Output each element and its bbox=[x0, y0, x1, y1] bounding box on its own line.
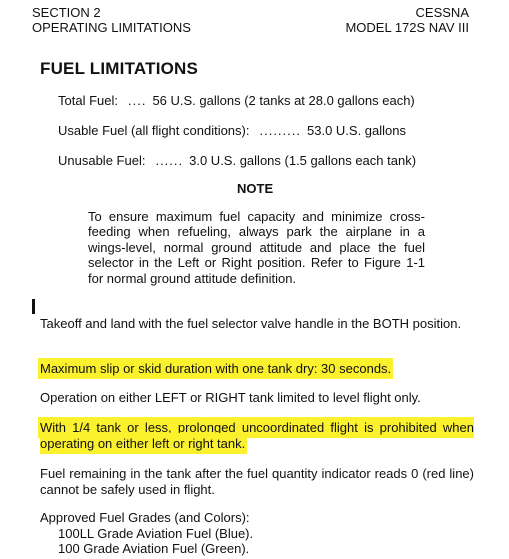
unusable-fuel-label: Unusable Fuel: bbox=[58, 153, 146, 168]
usable-fuel-leader: ......... bbox=[259, 123, 301, 138]
fuel-grades bbox=[40, 510, 253, 557]
fuel-grades-heading: Approved Fuel Grades (and Colors): bbox=[40, 510, 250, 525]
aircraft-model: MODEL 172S NAV III bbox=[345, 20, 469, 35]
section-title: OPERATING LIMITATIONS bbox=[32, 20, 191, 35]
total-fuel-label: Total Fuel: bbox=[58, 93, 118, 108]
total-fuel-row bbox=[58, 93, 415, 108]
fuel-grade-item: 100LL Grade Aviation Fuel (Blue). bbox=[58, 525, 254, 541]
page-header-right bbox=[345, 5, 469, 35]
revision-change-bar bbox=[32, 299, 35, 314]
page-header-left bbox=[32, 5, 191, 35]
usable-fuel-label: Usable Fuel (all flight conditions): bbox=[58, 123, 250, 138]
total-fuel-leader: .... bbox=[127, 93, 147, 108]
usable-fuel-value: 53.0 U.S. gallons bbox=[307, 123, 407, 138]
quarter-tank-highlight: With 1/4 tank or less, prolonged uncoordinated flight is prohibited when operating on either left or right tank. bbox=[40, 420, 474, 451]
fuel-remaining-paragraph: Fuel remaining in the tank after the fuel quantity indicator reads 0 (red line) cannot be safely used in flight. bbox=[40, 466, 474, 497]
unusable-fuel-leader: ...... bbox=[155, 153, 184, 168]
operation-paragraph: Operation on either LEFT or RIGHT tank limited to level flight only. bbox=[40, 390, 421, 405]
slip-highlight: Maximum slip or skid duration with one tank dry: 30 seconds. bbox=[40, 361, 392, 376]
page-title: FUEL LIMITATIONS bbox=[40, 59, 199, 78]
unusable-fuel-value: 3.0 U.S. gallons (1.5 gallons each tank) bbox=[189, 153, 417, 168]
takeoff-paragraph: Takeoff and land with the fuel selector valve handle in the BOTH position. bbox=[40, 316, 462, 331]
unusable-fuel-row bbox=[58, 153, 416, 168]
total-fuel-value: 56 U.S. gallons (2 tanks at 28.0 gallons each) bbox=[152, 93, 415, 108]
note-heading: NOTE bbox=[237, 181, 274, 196]
manufacturer: CESSNA bbox=[415, 5, 469, 20]
slip-paragraph bbox=[40, 361, 474, 377]
fuel-grade-item: 100 Grade Aviation Fuel (Green). bbox=[58, 541, 250, 556]
quarter-tank-paragraph bbox=[40, 420, 474, 451]
section-number: SECTION 2 bbox=[32, 5, 101, 20]
note-body: To ensure maximum fuel capacity and minimize cross-feeding when refueling, always park the airplane in a wings-level, normal ground attitude and place the fuel selector in the Left or Right position. Refer to Figure 1-1 for normal ground attitude definition. bbox=[88, 209, 425, 286]
usable-fuel-row bbox=[58, 123, 406, 138]
